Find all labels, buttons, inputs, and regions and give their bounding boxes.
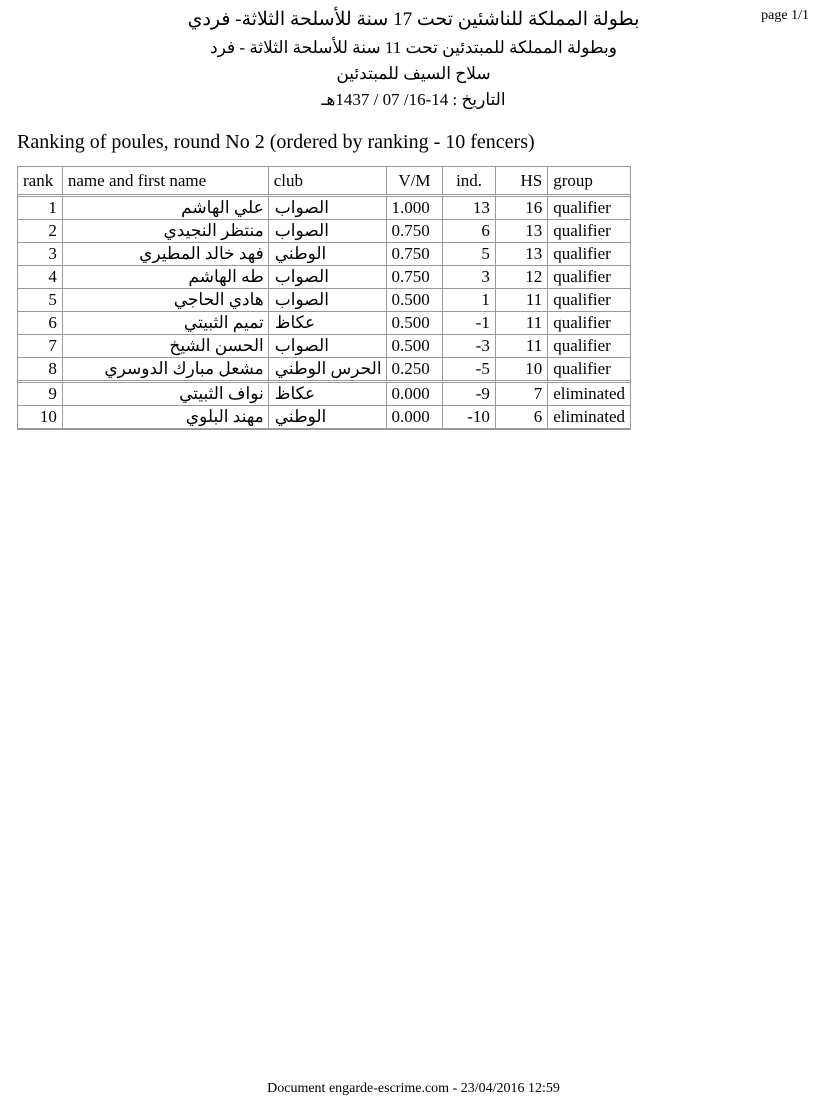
table-row xyxy=(18,406,630,429)
table-row xyxy=(18,358,630,383)
cell-club: الصواب xyxy=(269,289,387,312)
championship-subtitle: وبطولة المملكة للمبتدئين تحت 11 سنة للأسلحة الثلاثة - فرد xyxy=(210,37,617,57)
col-header-name: name and first name xyxy=(63,167,269,197)
cell-name: نواف الثبيتي xyxy=(63,383,269,406)
table-row xyxy=(18,289,630,312)
cell-ind: -9 xyxy=(443,383,496,406)
cell-rank: 2 xyxy=(18,220,63,243)
cell-vm: 0.750 xyxy=(387,243,444,266)
col-header-club: club xyxy=(269,167,387,197)
cell-hs: 16 xyxy=(496,197,548,220)
cell-vm: 0.500 xyxy=(387,335,444,358)
cell-name: منتظر النجيدي xyxy=(63,220,269,243)
table-row xyxy=(18,220,630,243)
cell-name: طه الهاشم xyxy=(63,266,269,289)
cell-hs: 7 xyxy=(496,383,548,406)
cell-hs: 11 xyxy=(496,289,548,312)
cell-group: qualifier xyxy=(548,197,630,220)
ranking-table xyxy=(17,166,631,430)
table-header-row xyxy=(18,167,630,197)
event-date: التاريخ : 14-16/ 07 / 1437هـ xyxy=(321,89,506,109)
cell-rank: 3 xyxy=(18,243,63,266)
table-row xyxy=(18,266,630,289)
cell-vm: 0.000 xyxy=(387,406,444,429)
cell-vm: 0.250 xyxy=(387,358,444,383)
cell-club: الصواب xyxy=(269,266,387,289)
cell-group: qualifier xyxy=(548,243,630,266)
table-row xyxy=(18,383,630,406)
championship-title: بطولة المملكة للناشئين تحت 17 سنة للأسلحة الثلاثة- فردي xyxy=(187,9,640,30)
cell-hs: 11 xyxy=(496,335,548,358)
cell-vm: 0.750 xyxy=(387,266,444,289)
cell-ind: 6 xyxy=(443,220,496,243)
table-row xyxy=(18,243,630,266)
cell-club: الوطني xyxy=(269,406,387,429)
cell-name: هادي الحاجي xyxy=(63,289,269,312)
col-header-ind: ind. xyxy=(443,167,496,197)
cell-rank: 4 xyxy=(18,266,63,289)
table-row xyxy=(18,197,630,220)
cell-hs: 10 xyxy=(496,358,548,383)
document-header xyxy=(0,8,827,111)
cell-name: تميم الثبيتي xyxy=(63,312,269,335)
col-header-group: group xyxy=(548,167,630,197)
cell-rank: 7 xyxy=(18,335,63,358)
cell-group: eliminated xyxy=(548,406,630,429)
cell-ind: 5 xyxy=(443,243,496,266)
cell-group: eliminated xyxy=(548,383,630,406)
page-number: page 1/1 xyxy=(761,8,809,23)
cell-hs: 13 xyxy=(496,220,548,243)
cell-rank: 10 xyxy=(18,406,63,429)
cell-rank: 8 xyxy=(18,358,63,383)
cell-ind: -3 xyxy=(443,335,496,358)
section-title: Ranking of poules, round No 2 (ordered by ranking - 10 fencers) xyxy=(17,131,535,153)
cell-group: qualifier xyxy=(548,358,630,383)
cell-ind: -1 xyxy=(443,312,496,335)
cell-vm: 0.500 xyxy=(387,289,444,312)
col-header-vm: V/M xyxy=(387,167,444,197)
cell-ind: 13 xyxy=(443,197,496,220)
cell-club: الصواب xyxy=(269,220,387,243)
cell-group: qualifier xyxy=(548,289,630,312)
table-row xyxy=(18,335,630,358)
cell-group: qualifier xyxy=(548,335,630,358)
cell-hs: 11 xyxy=(496,312,548,335)
cell-group: qualifier xyxy=(548,266,630,289)
cell-hs: 13 xyxy=(496,243,548,266)
cell-group: qualifier xyxy=(548,312,630,335)
cell-club: الوطني xyxy=(269,243,387,266)
cell-group: qualifier xyxy=(548,220,630,243)
cell-name: علي الهاشم xyxy=(63,197,269,220)
cell-name: فهد خالد المطيري xyxy=(63,243,269,266)
cell-name: مشعل مبارك الدوسري xyxy=(63,358,269,383)
cell-ind: -5 xyxy=(443,358,496,383)
col-header-rank: rank xyxy=(18,167,63,197)
cell-vm: 0.000 xyxy=(387,383,444,406)
cell-rank: 1 xyxy=(18,197,63,220)
cell-rank: 9 xyxy=(18,383,63,406)
cell-hs: 12 xyxy=(496,266,548,289)
cell-ind: 3 xyxy=(443,266,496,289)
cell-club: عكاظ xyxy=(269,312,387,335)
cell-ind: -10 xyxy=(443,406,496,429)
cell-vm: 0.750 xyxy=(387,220,444,243)
table-row xyxy=(18,312,630,335)
cell-name: الحسن الشيخ xyxy=(63,335,269,358)
cell-name: مهند البلوي xyxy=(63,406,269,429)
cell-rank: 6 xyxy=(18,312,63,335)
cell-club: الحرس الوطني xyxy=(269,358,387,383)
document-footer: Document engarde-escrime.com - 23/04/2016 12:59 xyxy=(267,1081,560,1096)
cell-club: عكاظ xyxy=(269,383,387,406)
cell-ind: 1 xyxy=(443,289,496,312)
cell-club: الصواب xyxy=(269,197,387,220)
col-header-hs: HS xyxy=(496,167,548,197)
cell-hs: 6 xyxy=(496,406,548,429)
cell-vm: 0.500 xyxy=(387,312,444,335)
cell-club: الصواب xyxy=(269,335,387,358)
cell-vm: 1.000 xyxy=(387,197,444,220)
cell-rank: 5 xyxy=(18,289,63,312)
weapon-category: سلاح السيف للمبتدئين xyxy=(336,63,491,83)
